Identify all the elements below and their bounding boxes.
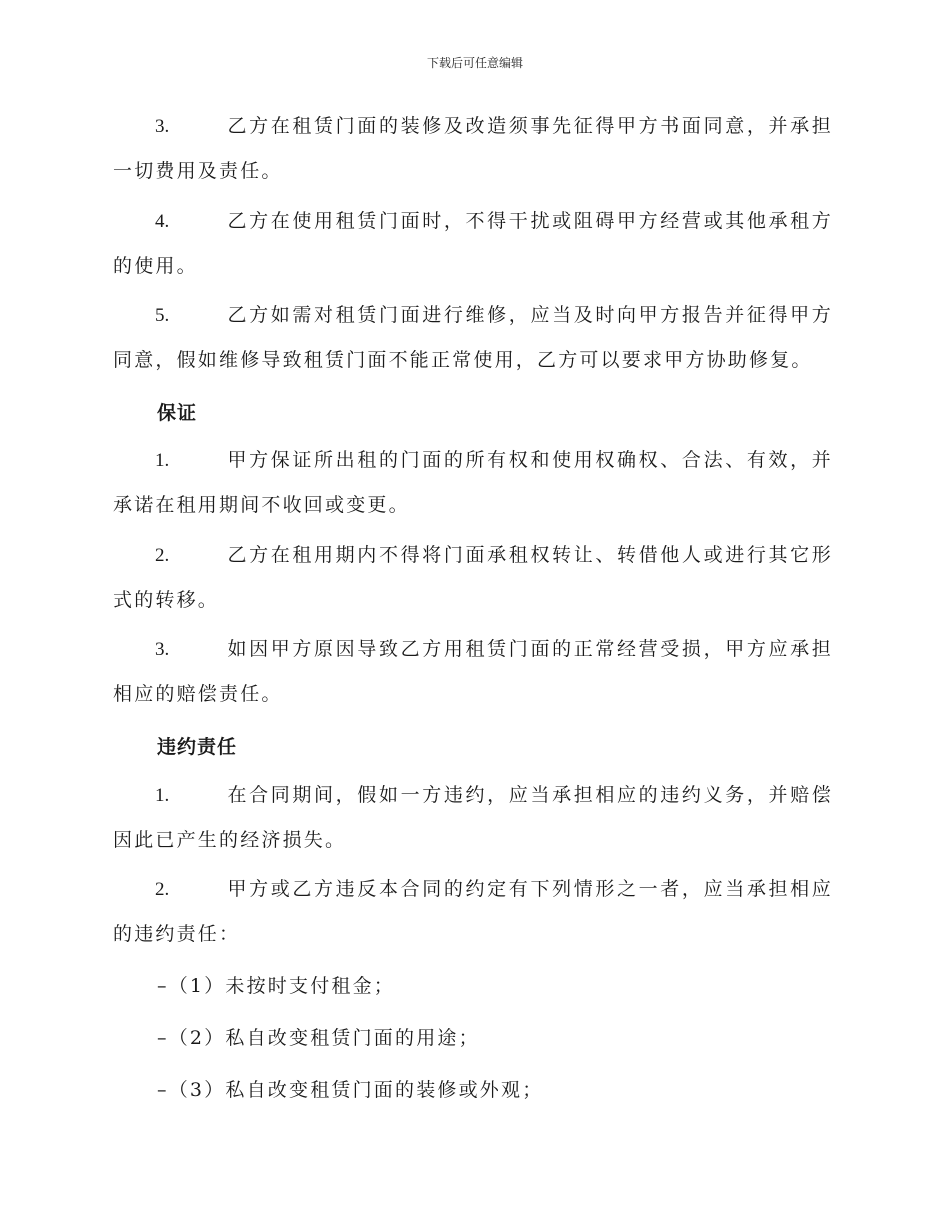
- clause-text: 乙方在使用租赁门面时，不得干扰或阻碍甲方经营或其他承租方的使用。: [113, 210, 833, 277]
- clause-number: 3.: [155, 639, 170, 660]
- clause-number: 1.: [155, 450, 170, 471]
- list-item: –（2）私自改变租赁门面的用途；: [157, 1027, 480, 1049]
- clause-usage-4: [113, 199, 833, 289]
- list-item: –（3）私自改变租赁门面的装修或外观；: [157, 1079, 544, 1101]
- clause-text: 甲方或乙方违反本合同的约定有下列情形之一者，应当承担相应的违约责任：: [113, 878, 833, 945]
- clause-breach-1: [113, 773, 833, 863]
- list-item: –（1）未按时支付租金；: [157, 975, 395, 997]
- clause-text: 甲方保证所出租的门面的所有权和使用权确权、合法、有效，并承诺在租用期间不收回或变更。: [113, 449, 833, 516]
- clause-text: 乙方在租赁门面的装修及改造须事先征得甲方书面同意，并承担一切费用及责任。: [113, 115, 833, 182]
- clause-text: 乙方如需对租赁门面进行维修，应当及时向甲方报告并征得甲方同意，假如维修导致租赁门面不能正常使用，乙方可以要求甲方协助修复。: [113, 304, 833, 371]
- clause-number: 5.: [155, 305, 170, 326]
- clause-text: 如因甲方原因导致乙方用租赁门面的正常经营受损，甲方应承担相应的赔偿责任。: [113, 638, 833, 705]
- clause-number: 1.: [155, 785, 170, 806]
- clause-breach-2: [113, 867, 833, 957]
- section-heading-breach: 违约责任: [157, 736, 238, 758]
- clause-number: 2.: [155, 545, 170, 566]
- header-note: 下载后可任意编辑: [426, 56, 523, 70]
- section-heading-guarantee: 保证: [157, 402, 198, 424]
- clause-text: 乙方在租用期内不得将门面承租权转让、转借他人或进行其它形式的转移。: [113, 544, 833, 611]
- clause-usage-3: [113, 104, 833, 194]
- clause-number: 2.: [155, 879, 170, 900]
- clause-guarantee-3: [113, 627, 833, 717]
- clause-guarantee-1: [113, 438, 833, 528]
- clause-guarantee-2: [113, 533, 833, 623]
- clause-number: 3.: [155, 116, 170, 137]
- clause-text: 在合同期间，假如一方违约，应当承担相应的违约义务，并赔偿因此已产生的经济损失。: [113, 784, 833, 851]
- clause-usage-5: [113, 293, 833, 383]
- clause-number: 4.: [155, 211, 170, 232]
